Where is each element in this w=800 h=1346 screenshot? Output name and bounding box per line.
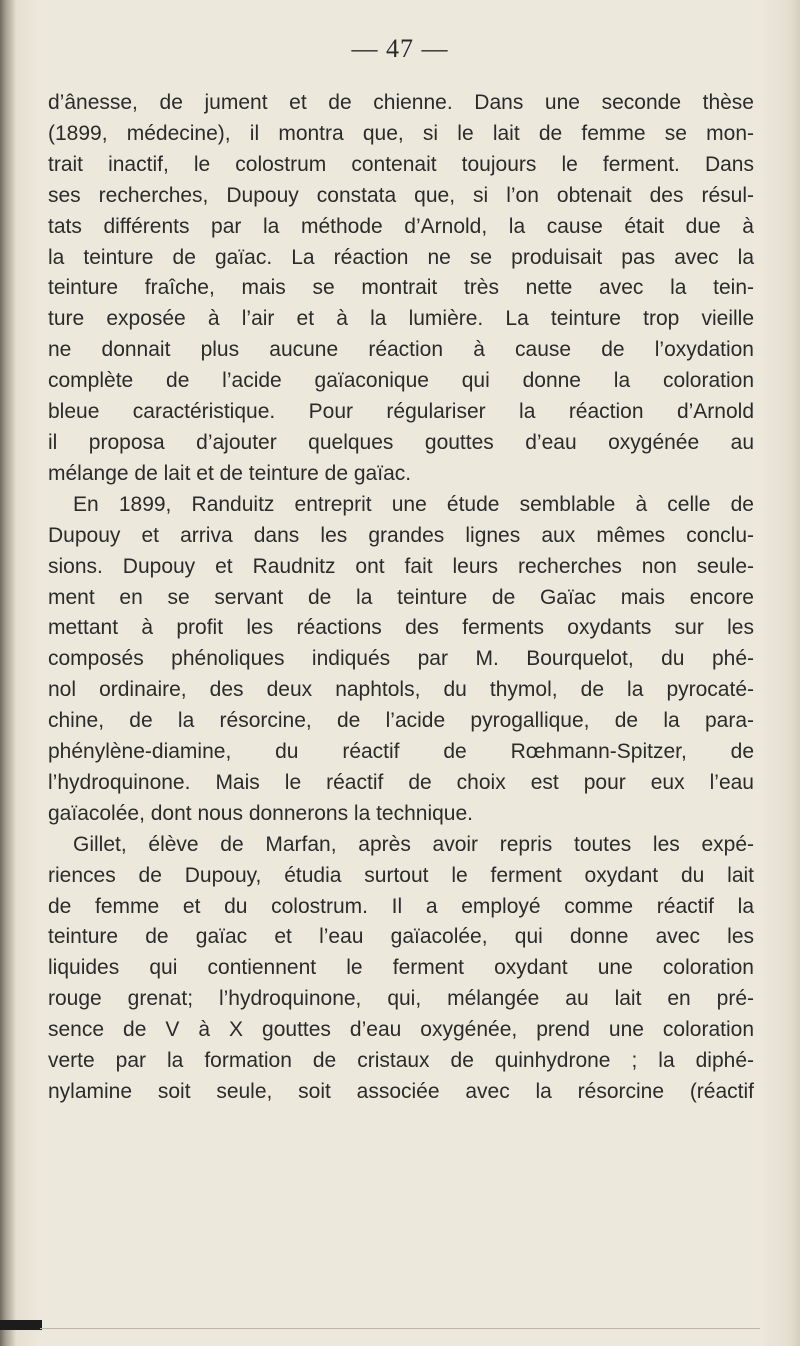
text-line: mélange de lait et de teinture de gaïac. <box>48 461 412 485</box>
text-line: nol ordinaire, des deux naphtols, du thymol, de la pyrocaté- <box>48 678 754 702</box>
text-line: sions. Dupouy et Raudnitz ont fait leurs recherches non seule- <box>48 554 754 578</box>
page-bottom-rule <box>40 1328 760 1329</box>
text-line: verte par la formation de cristaux de quinhydrone ; la diphé- <box>48 1049 754 1073</box>
text-line: chine, de la résorcine, de l’acide pyrogallique, de la para- <box>48 709 754 733</box>
text-line: riences de Dupouy, étudia surtout le ferment oxydant du lait <box>48 863 754 887</box>
text-line: ture exposée à l’air et à la lumière. La teinture trop vieille <box>48 307 754 331</box>
text-line: composés phénoliques indiqués par M. Bourquelot, du phé- <box>48 647 754 671</box>
text-line: rouge grenat; l’hydroquinone, qui, mélangée au lait en pré- <box>48 987 754 1011</box>
text-line: bleue caractéristique. Pour régulariser la réaction d’Arnold <box>48 400 754 424</box>
paragraph-1 <box>48 88 754 490</box>
page-corner-mark <box>0 1320 42 1330</box>
text-line: liquides qui contiennent le ferment oxydant une coloration <box>48 956 754 980</box>
text-line: gaïacolée, dont nous donnerons la technique. <box>48 801 473 825</box>
paragraph-3 <box>48 830 754 1108</box>
text-line: nylamine soit seule, soit associée avec la résorcine (réactif <box>48 1080 754 1103</box>
text-line: En 1899, Randuitz entreprit une étude semblable à celle de <box>73 492 754 516</box>
text-line: il proposa d’ajouter quelques gouttes d’eau oxygénée au <box>48 430 754 454</box>
text-line: teinture de gaïac et l’eau gaïacolée, qui donne avec les <box>48 925 754 949</box>
text-line: teinture fraîche, mais se montrait très nette avec la tein- <box>48 276 754 300</box>
text-line: sence de V à X gouttes d’eau oxygénée, prend une coloration <box>48 1018 754 1042</box>
paragraph-2 <box>48 490 754 830</box>
text-line: Dupouy et arriva dans les grandes lignes aux mêmes conclu- <box>48 523 754 547</box>
body-text <box>48 88 754 1108</box>
text-line: phénylène-diamine, du réactif de Rœhmann-Spitzer, de <box>48 740 754 764</box>
text-line: tats différents par la méthode d’Arnold, la cause était due à <box>48 214 754 238</box>
text-line: de femme et du colostrum. Il a employé comme réactif la <box>48 894 754 918</box>
text-line: Gillet, élève de Marfan, après avoir repris toutes les expé- <box>73 832 754 856</box>
text-line: ses recherches, Dupouy constata que, si l’on obtenait des résul- <box>48 183 754 207</box>
text-line: ment en se servant de la teinture de Gaïac mais encore <box>48 585 754 609</box>
page-number: — 47 — <box>351 34 449 63</box>
text-line: d’ânesse, de jument et de chienne. Dans une seconde thèse <box>48 91 754 114</box>
text-line: (1899, médecine), il montra que, si le lait de femme se mon- <box>48 121 754 145</box>
page-binding-shadow <box>0 0 16 1346</box>
text-line: mettant à profit les réactions des ferments oxydants sur les <box>48 616 754 640</box>
text-line: complète de l’acide gaïaconique qui donne la coloration <box>48 369 754 393</box>
text-line: la teinture de gaïac. La réaction ne se produisait pas avec la <box>48 245 754 269</box>
text-line: l’hydroquinone. Mais le réactif de choix est pour eux l’eau <box>48 770 754 794</box>
text-line: trait inactif, le colostrum contenait toujours le ferment. Dans <box>48 152 754 176</box>
text-line: ne donnait plus aucune réaction à cause de l’oxydation <box>48 338 754 362</box>
